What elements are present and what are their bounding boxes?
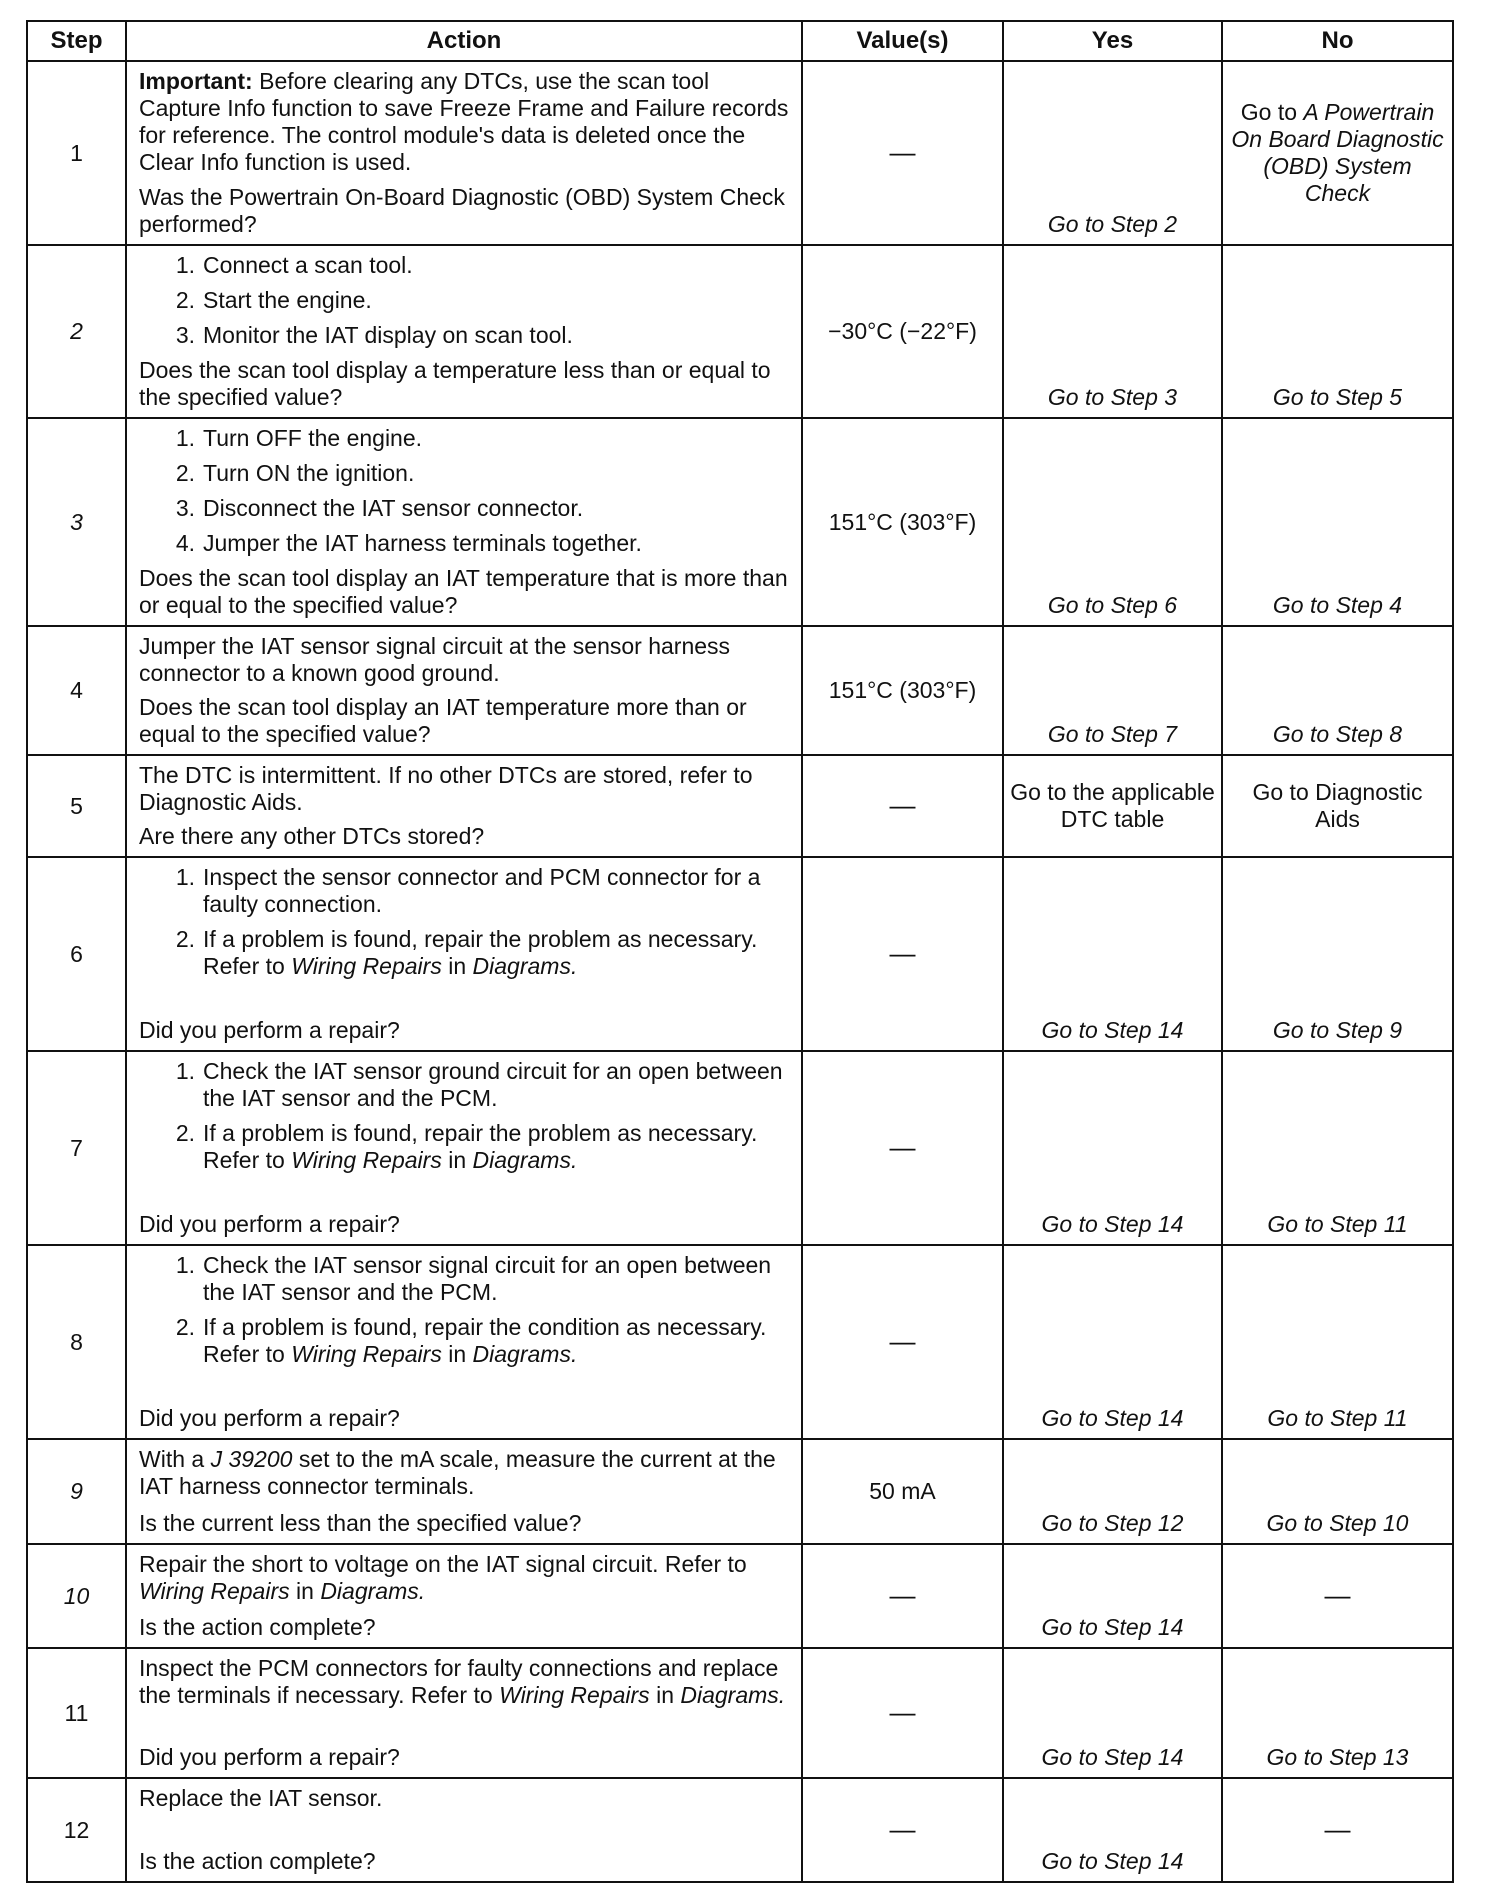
action-cell [126, 626, 802, 755]
tool-ref: J 39200 [210, 1446, 293, 1472]
value-cell: — [802, 1051, 1003, 1245]
question: Was the Powertrain On-Board Diagnostic (OBD) System Check performed? [139, 184, 785, 237]
list-item: 2. Turn ON the ignition. [175, 460, 415, 486]
value-cell: 151°C (303°F) [802, 418, 1003, 626]
table-row [27, 1778, 1453, 1882]
yes-cell: Go to Step 14 [1003, 1245, 1222, 1439]
diagnostic-table-page [26, 20, 1452, 1875]
list-item: 1. Check the IAT sensor signal circuit for an open between the IAT sensor and the PCM. [175, 1252, 772, 1305]
action-cell [126, 1648, 802, 1778]
diagrams-ref: Diagrams. [320, 1578, 426, 1604]
yes-cell: Go to Step 14 [1003, 857, 1222, 1051]
value-cell: — [802, 857, 1003, 1051]
yes-cell: Go to the applicable DTC table [1003, 755, 1222, 857]
list-item: 3. Disconnect the IAT sensor connector. [175, 495, 584, 521]
table-row [27, 245, 1453, 418]
important-label: Important: [139, 68, 253, 94]
step-number: 8 [27, 1245, 126, 1439]
no-cell: Go to Step 13 [1222, 1648, 1453, 1778]
list-item: 2. Start the engine. [175, 287, 372, 313]
no-cell: Go to Step 8 [1222, 626, 1453, 755]
no-cell: Go to Step 9 [1222, 857, 1453, 1051]
table-row [27, 1648, 1453, 1778]
question: Are there any other DTCs stored? [139, 823, 485, 849]
yes-cell: Go to Step 2 [1003, 61, 1222, 245]
list-item: 1. Inspect the sensor connector and PCM connector for a faulty connection. [175, 864, 761, 917]
question: Did you perform a repair? [139, 1744, 400, 1770]
yes-cell: Go to Step 6 [1003, 418, 1222, 626]
wiring-repairs-ref: Wiring Repairs [291, 1147, 442, 1173]
action-cell [126, 61, 802, 245]
list-item: 2. If a problem is found, repair the condition as necessary. Refer to Wiring Repairs in Diagrams. [175, 1314, 767, 1367]
yes-cell: Go to Step 14 [1003, 1051, 1222, 1245]
diagrams-ref: Diagrams. [472, 1341, 578, 1367]
action-steps [139, 864, 791, 988]
yes-cell: Go to Step 14 [1003, 1544, 1222, 1648]
table-header-row [27, 21, 1453, 61]
action-text: Replace the IAT sensor. [139, 1785, 383, 1811]
question: Did you perform a repair? [139, 1211, 400, 1237]
wiring-repairs-ref: Wiring Repairs [291, 1341, 442, 1367]
step-number: 9 [27, 1439, 126, 1544]
no-prefix: Go to [1240, 99, 1298, 125]
action-text: Inspect the PCM connectors for faulty connections and replace the terminals if necessary. Refer to Wiring Repairs in Diagrams. [139, 1655, 786, 1708]
action-text: Repair the short to voltage on the IAT signal circuit. Refer to Wiring Repairs in Diagrams. [139, 1551, 747, 1604]
yes-cell: Go to Step 12 [1003, 1439, 1222, 1544]
action-text: Jumper the IAT sensor signal circuit at the sensor harness connector to a known good ground. [139, 633, 731, 686]
question: Is the action complete? [139, 1614, 376, 1640]
table-row [27, 418, 1453, 626]
header-step: Step [27, 21, 126, 61]
action-cell [126, 755, 802, 857]
table-row [27, 1439, 1453, 1544]
step-number: 7 [27, 1051, 126, 1245]
action-cell [126, 1778, 802, 1882]
action-text: With a J 39200 set to the mA scale, measure the current at the IAT harness connector terminals. [139, 1446, 776, 1499]
action-cell [126, 1544, 802, 1648]
question: Is the action complete? [139, 1848, 376, 1874]
table-row [27, 1245, 1453, 1439]
diagnostic-table [26, 20, 1454, 1883]
question: Does the scan tool display a temperature less than or equal to the specified value? [139, 357, 771, 410]
important-text: Before clearing any DTCs, use the scan tool Capture Info function to save Freeze Frame and Failure records for reference. The control module's data is deleted once the Clear Info function is used. [139, 68, 789, 175]
no-cell [1222, 61, 1453, 245]
diagrams-ref: Diagrams. [472, 953, 578, 979]
list-item: 2. If a problem is found, repair the problem as necessary. Refer to Wiring Repairs in Diagrams. [175, 926, 758, 979]
action-steps [139, 252, 791, 357]
wiring-repairs-ref: Wiring Repairs [139, 1578, 290, 1604]
action-steps [139, 1252, 791, 1376]
value-cell: — [802, 61, 1003, 245]
question: Does the scan tool display an IAT temperature that is more than or equal to the specified value? [139, 565, 788, 618]
value-cell: — [802, 1544, 1003, 1648]
action-steps [139, 425, 791, 565]
list-item: 2. If a problem is found, repair the problem as necessary. Refer to Wiring Repairs in Diagrams. [175, 1120, 758, 1173]
value-cell: — [802, 1778, 1003, 1882]
value-cell: — [802, 755, 1003, 857]
yes-cell: Go to Step 14 [1003, 1648, 1222, 1778]
question: Did you perform a repair? [139, 1017, 400, 1043]
step-number: 1 [27, 61, 126, 245]
table-row [27, 61, 1453, 245]
wiring-repairs-ref: Wiring Repairs [499, 1682, 650, 1708]
table-row [27, 626, 1453, 755]
value-cell: 50 mA [802, 1439, 1003, 1544]
header-values: Value(s) [802, 21, 1003, 61]
header-action: Action [126, 21, 802, 61]
no-cell: Go to Step 11 [1222, 1051, 1453, 1245]
yes-cell: Go to Step 14 [1003, 1778, 1222, 1882]
value-cell: — [802, 1648, 1003, 1778]
step-number: 2 [27, 245, 126, 418]
table-row [27, 857, 1453, 1051]
step-number: 4 [27, 626, 126, 755]
list-item: 1. Check the IAT sensor ground circuit for an open between the IAT sensor and the PCM. [175, 1058, 783, 1111]
no-cell: — [1222, 1544, 1453, 1648]
step-number: 5 [27, 755, 126, 857]
diagrams-ref: Diagrams. [472, 1147, 578, 1173]
table-row [27, 1544, 1453, 1648]
action-cell [126, 418, 802, 626]
question: Is the current less than the specified value? [139, 1510, 582, 1536]
action-cell [126, 1245, 802, 1439]
list-item: 1. Turn OFF the engine. [175, 425, 423, 451]
action-cell [126, 1439, 802, 1544]
no-cell: Go to Step 5 [1222, 245, 1453, 418]
wiring-repairs-ref: Wiring Repairs [291, 953, 442, 979]
no-cell: Go to Step 10 [1222, 1439, 1453, 1544]
no-cell: — [1222, 1778, 1453, 1882]
no-cell: Go to Step 4 [1222, 418, 1453, 626]
action-cell [126, 857, 802, 1051]
value-cell: — [802, 1245, 1003, 1439]
step-number: 11 [27, 1648, 126, 1778]
action-cell [126, 1051, 802, 1245]
action-text: The DTC is intermittent. If no other DTCs are stored, refer to Diagnostic Aids. [139, 762, 753, 815]
no-cell: Go to Step 11 [1222, 1245, 1453, 1439]
step-number: 6 [27, 857, 126, 1051]
question: Did you perform a repair? [139, 1405, 400, 1431]
value-cell: 151°C (303°F) [802, 626, 1003, 755]
step-number: 10 [27, 1544, 126, 1648]
list-item: 3. Monitor the IAT display on scan tool. [175, 322, 573, 348]
question: Does the scan tool display an IAT temperature more than or equal to the specified value? [139, 694, 747, 747]
diagrams-ref: Diagrams. [680, 1682, 786, 1708]
list-item: 4. Jumper the IAT harness terminals together. [175, 530, 642, 556]
header-yes: Yes [1003, 21, 1222, 61]
action-cell [126, 245, 802, 418]
action-steps [139, 1058, 791, 1182]
table-row [27, 1051, 1453, 1245]
header-no: No [1222, 21, 1453, 61]
yes-cell: Go to Step 3 [1003, 245, 1222, 418]
no-link: A Powertrain On Board Diagnostic (OBD) System Check [1231, 99, 1444, 206]
value-cell: −30°C (−22°F) [802, 245, 1003, 418]
step-number: 3 [27, 418, 126, 626]
table-row [27, 755, 1453, 857]
no-cell: Go to Diagnostic Aids [1222, 755, 1453, 857]
step-number: 12 [27, 1778, 126, 1882]
yes-cell: Go to Step 7 [1003, 626, 1222, 755]
list-item: 1. Connect a scan tool. [175, 252, 413, 278]
